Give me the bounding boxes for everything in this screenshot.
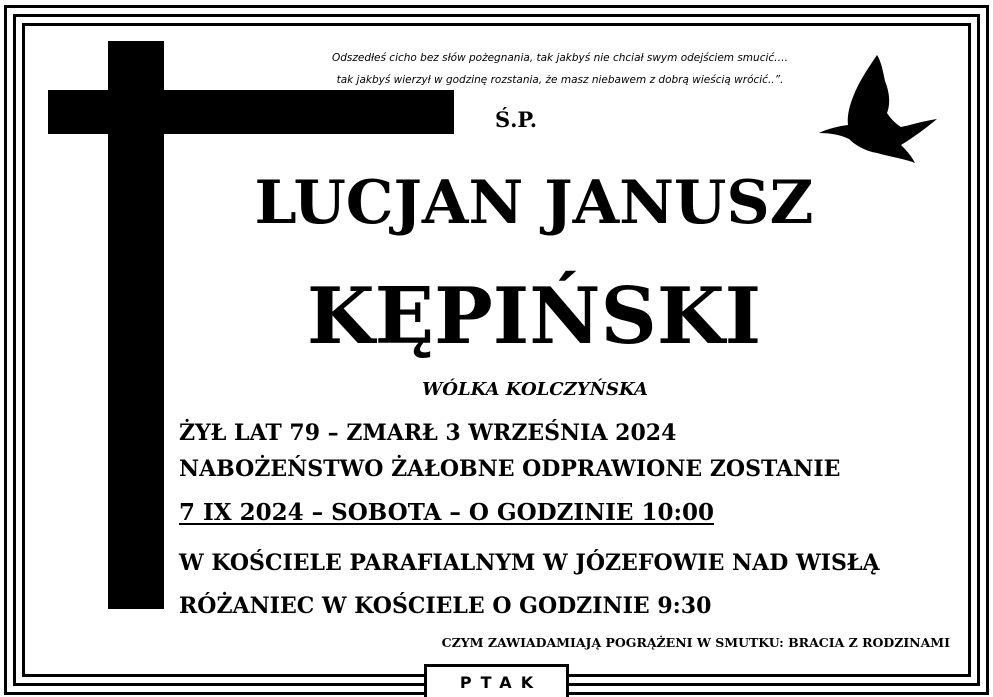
mourners-notice: CZYM ZAWIADAMIAJĄ POGRĄŻENI W SMUTKU: BRACIA Z RODZINAMI — [441, 635, 950, 650]
age-and-death-date: ŻYŁ LAT 79 – ZMARŁ 3 WRZEŚNIA 2024 — [179, 420, 677, 446]
dove-icon — [815, 47, 941, 165]
cross-horizontal-bar — [48, 90, 454, 134]
deceased-place: WÓLKA KOLCZYŃSKA — [422, 379, 648, 400]
memory-abbreviation: Ś.P. — [494, 107, 538, 132]
verse-line-2: tak jakbyś wierzył w godzinę rozstania, że masz niebawem z dobrą wieścią wrócić..”. — [336, 74, 784, 86]
service-date-time: 7 IX 2024 – SOBOTA – O GODZINIE 10:00 — [179, 499, 714, 526]
service-announcement: NABOŻEŃSTWO ŻAŁOBNE ODPRAWIONE ZOSTANIE — [179, 456, 841, 482]
deceased-surname: KĘPIŃSKI — [306, 271, 762, 362]
verse-line-1: Odszedłeś cicho bez słów pożegnania, tak jakbyś nie chciał swym odejściem smucić…. — [331, 52, 788, 64]
memorial-verse — [300, 47, 820, 91]
rosary-time: RÓŻANIEC W KOŚCIELE O GODZINIE 9:30 — [179, 593, 712, 619]
deceased-first-names: LUCJAN JANUSZ — [254, 168, 814, 238]
funeral-home-brand — [424, 664, 569, 697]
brand-label: PTAK — [459, 673, 543, 692]
service-location: W KOŚCIELE PARAFIALNYM W JÓZEFOWIE NAD WISŁĄ — [179, 550, 880, 576]
